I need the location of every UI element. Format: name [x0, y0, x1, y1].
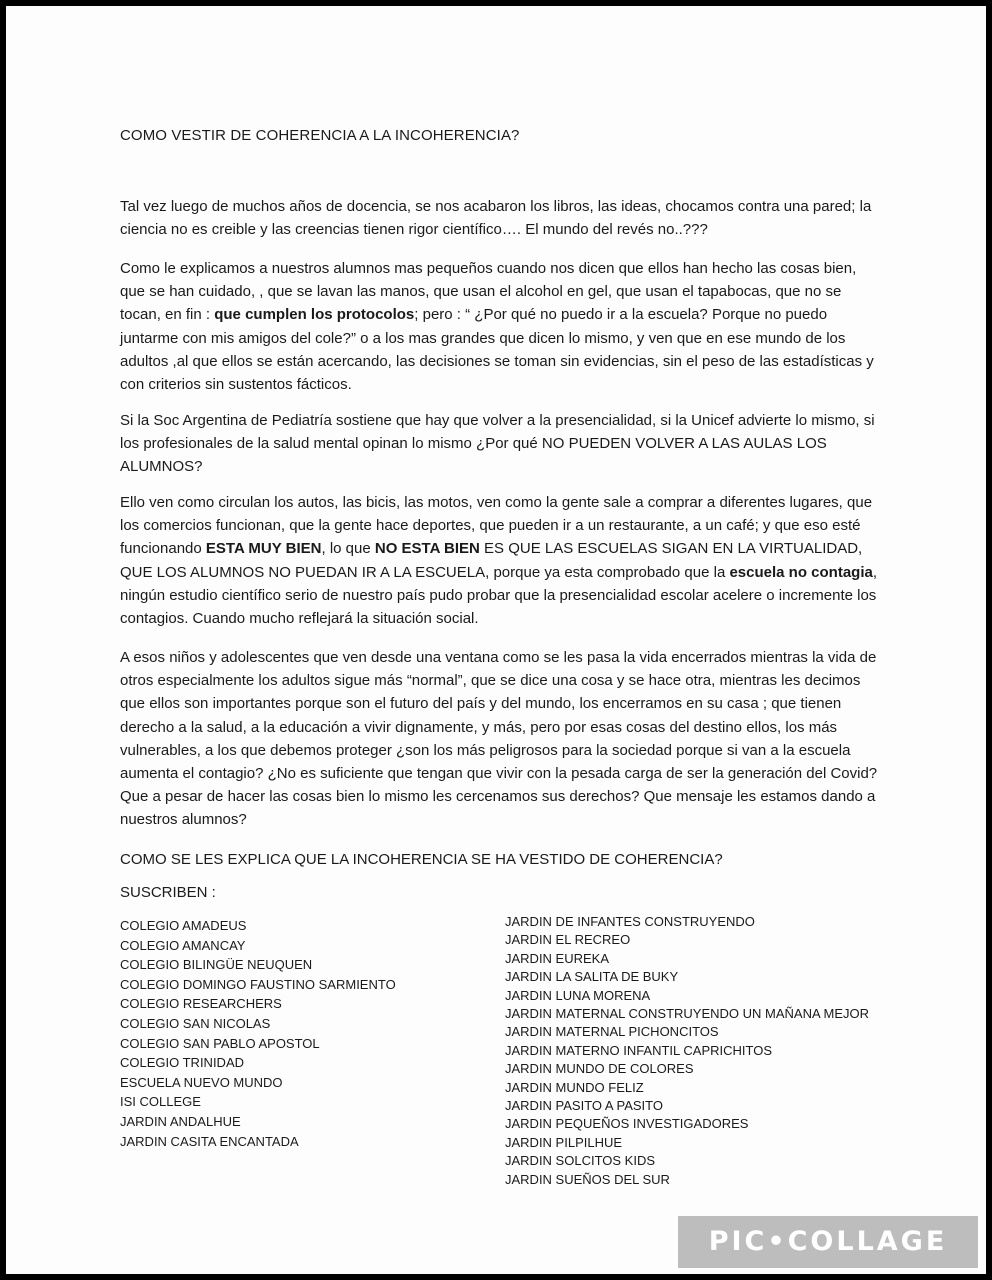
signer-item: COLEGIO BILINGÜE NEUQUEN: [120, 957, 313, 973]
signer-item: JARDIN MUNDO FELIZ: [505, 1079, 644, 1095]
signer-item: JARDIN SUEÑOS DEL SUR: [505, 1171, 670, 1187]
signer-item: ISI COLLEGE: [120, 1094, 201, 1110]
document-page: [6, 6, 986, 1274]
signer-item: COLEGIO SAN NICOLAS: [120, 1015, 271, 1031]
paragraph-1: [120, 195, 880, 241]
piccollage-watermark: PIC•COLLAGE: [678, 1216, 978, 1268]
paragraph-4-text-2: , lo que: [321, 540, 375, 558]
signer-item: JARDIN EUREKA: [505, 950, 610, 966]
paragraph-2-text-1: Como le explicamos a nuestros alumnos mas pequeños cuando nos dicen que ellos han hecho las cosas bien, que se han cuidado, , que se lavan las manos, que usan el alcohol en gel, que usan el tapabocas, que no se tocan, en fin :: [120, 260, 857, 324]
signer-item: COLEGIO SAN PABLO APOSTOL: [120, 1035, 320, 1051]
closing-question-text: COMO SE LES EXPLICA QUE LA INCOHERENCIA SE HA VESTIDO DE COHERENCIA?: [120, 851, 723, 868]
signer-item: JARDIN DE INFANTES CONSTRUYENDO: [505, 914, 755, 929]
paragraph-4-bold-2: NO ESTA BIEN: [374, 540, 480, 558]
paragraph-2-bold-1: que cumplen los protocolos: [214, 306, 415, 324]
paragraph-2: [120, 257, 880, 396]
paragraph-2-text-2: ; pero : “ ¿Por qué no puedo ir a la escuela? Porque no puedo juntarme con mis amigos del cole?” o a los mas grandes que dicen lo mismo, y ven que en ese mundo de los adultos ,al que ellos se están acercando, las decisiones se toman sin evidencias, sin el peso de las estadísticas y con criterios sin sustentos fácticos.: [120, 306, 874, 394]
signer-item: ESCUELA NUEVO MUNDO: [120, 1074, 283, 1090]
paragraph-5: [120, 646, 880, 832]
signer-item: JARDIN MATERNO INFANTIL CAPRICHITOS: [505, 1042, 773, 1058]
paragraph-4-bold-1: ESTA MUY BIEN: [205, 540, 322, 558]
closing-question: [120, 848, 880, 871]
paragraph-3-text: Si la Soc Argentina de Pediatría sostiene que hay que volver a la presencialidad, si la Unicef advierte lo mismo, si los profesionales de la salud mental opinan lo mismo ¿Por qué NO PUEDEN VOLVER A LAS AULAS LOS ALUMNOS?: [120, 412, 875, 476]
signer-item: JARDIN PEQUEÑOS INVESTIGADORES: [505, 1116, 749, 1132]
signer-item: JARDIN CASITA ENCANTADA: [120, 1133, 299, 1149]
signers-list-left: [120, 916, 396, 1151]
document-title: COMO VESTIR DE COHERENCIA A LA INCOHERENCIA?: [120, 127, 520, 144]
signer-item: COLEGIO DOMINGO FAUSTINO SARMIENTO: [120, 976, 396, 992]
paragraph-3: [120, 409, 880, 479]
signers-heading: [120, 881, 880, 904]
signers-heading-text: SUSCRIBEN :: [120, 884, 216, 901]
signer-item: JARDIN ANDALHUE: [120, 1113, 241, 1129]
signer-item: JARDIN PILPILHUE: [505, 1134, 623, 1150]
signer-item: JARDIN SOLCITOS KIDS: [505, 1153, 656, 1169]
signer-item: JARDIN PASITO A PASITO: [505, 1098, 663, 1114]
signer-item: JARDIN LA SALITA DE BUKY: [505, 969, 679, 985]
signer-item: COLEGIO RESEARCHERS: [120, 996, 282, 1012]
signer-item: JARDIN MATERNAL CONSTRUYENDO UN MAÑANA MEJOR: [505, 1006, 870, 1022]
paragraph-5-text: A esos niños y adolescentes que ven desde una ventana como se les pasa la vida encerrados mientras la vida de otros especialmente los adultos sigue más “normal”, que se dice una cosa y se hace otra, mientras les decimos que ellos son importantes porque son el futuro del país y del mundo, los encerramos en su casa ; que tienen derecho a la salud, a la educación a vivir dignamente, y más, pero por esas cosas del destino ellos, los más vulnerables, a los que debemos proteger ¿son los más peligrosos para la sociedad porque si van a la escuela aumenta el contagio? ¿No es suficiente que tengan que vivir con la pesada carga de ser la generación del Covid? Que a pesar de hacer las cosas bien lo mismo les cercenamos sus derechos? Que mensaje les estamos dando a nuestros alumnos?: [120, 649, 878, 829]
signer-item: COLEGIO AMADEUS: [120, 918, 247, 933]
paragraph-4-text-3: ES QUE LAS ESCUELAS SIGAN EN LA VIRTUALIDAD, QUE LOS ALUMNOS NO PUEDAN IR A LA ESCUELA, porque ya esta comprobado que la: [120, 540, 863, 581]
signer-item: COLEGIO AMANCAY: [120, 937, 246, 953]
paragraph-4: [120, 491, 880, 630]
signer-item: JARDIN LUNA MORENA: [505, 987, 651, 1003]
signers-list-right: [505, 913, 869, 1189]
signer-item: JARDIN EL RECREO: [505, 932, 631, 948]
signer-item: JARDIN MUNDO DE COLORES: [505, 1061, 694, 1077]
paragraph-4-text-1: Ello ven como circulan los autos, las bicis, las motos, ven como la gente sale a comprar a diferentes lugares, que los comercios funcionan, que la gente hace deportes, que pueden ir a un restaurante, a un café; y que eso esté funcionando: [120, 494, 873, 558]
signer-item: COLEGIO TRINIDAD: [120, 1055, 245, 1071]
paragraph-4-text-4: , ningún estudio científico serio de nuestro país pudo probar que la presencialidad escolar acelere o incremente los contagios. Cuando mucho reflejará la situación social.: [120, 563, 878, 628]
paragraph-4-bold-3: escuela no contagia: [729, 563, 873, 581]
paragraph-1-text: Tal vez luego de muchos años de docencia, se nos acabaron los libros, las ideas, chocamos contra una pared; la ciencia no es creible y las creencias tienen rigor científico…. El mundo del revés no..???: [120, 198, 872, 239]
signer-item: JARDIN MATERNAL PICHONCITOS: [505, 1024, 719, 1040]
